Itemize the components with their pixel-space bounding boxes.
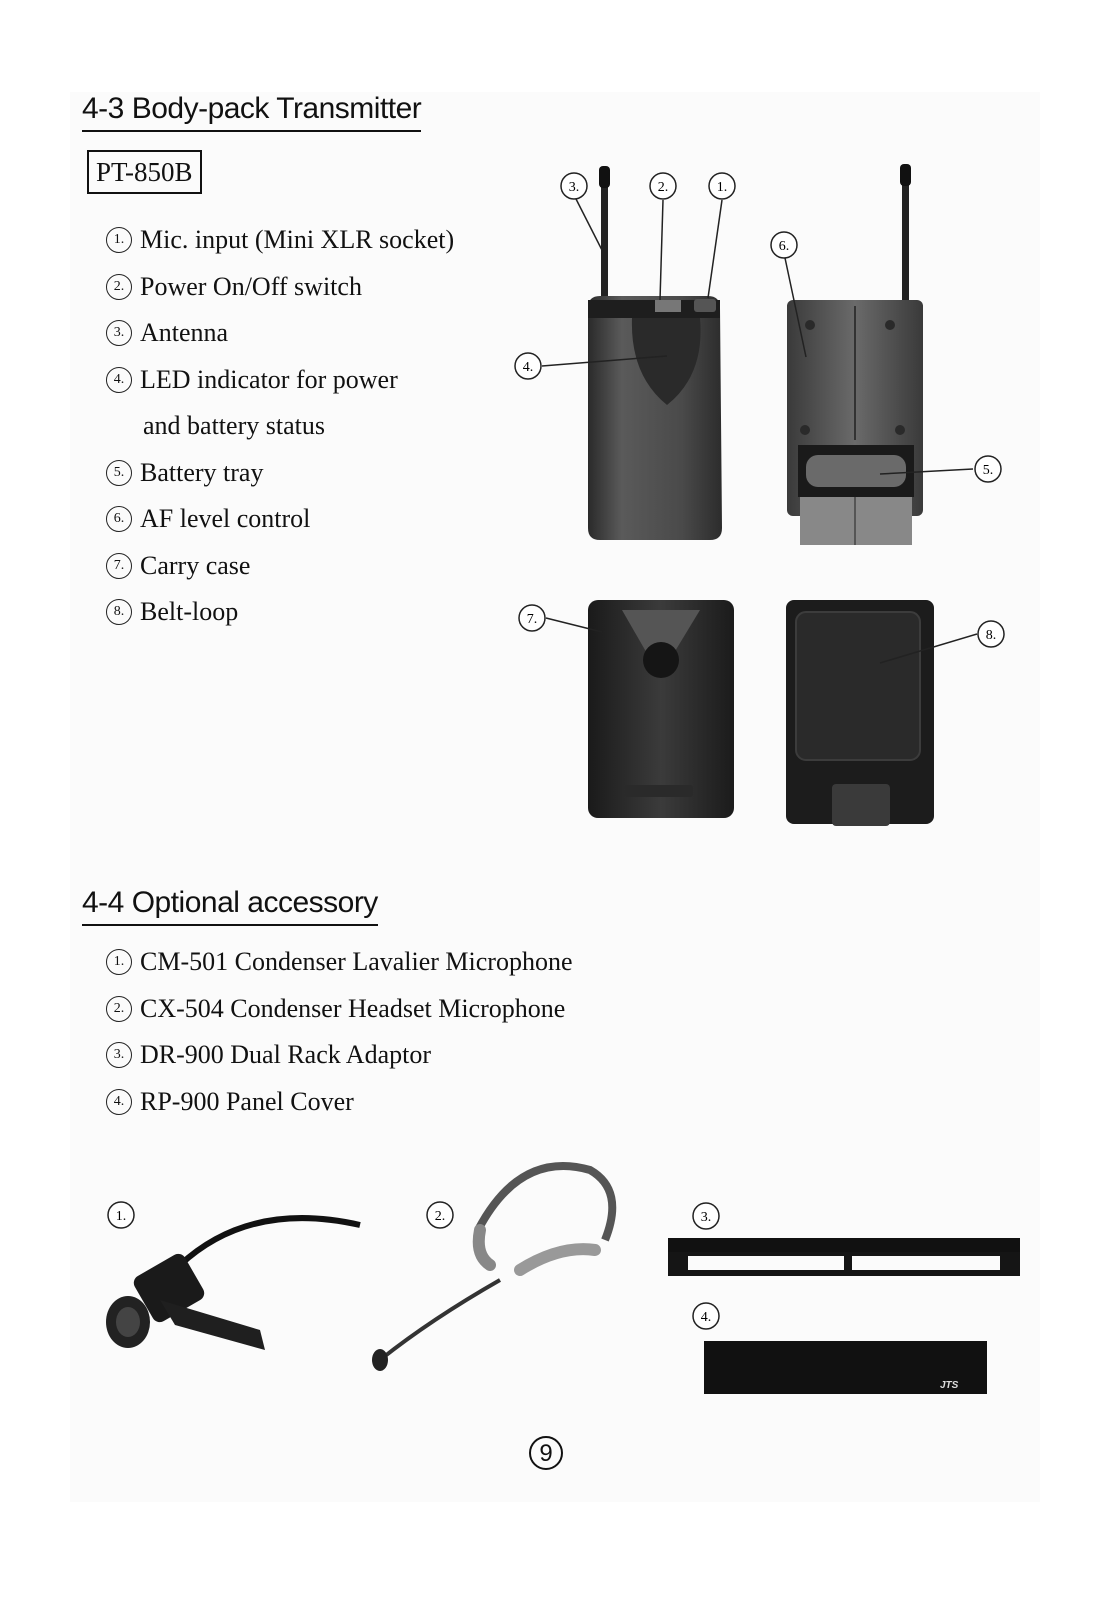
callout-1 [709, 173, 735, 199]
accessory-callout-2-text: 2. [434, 1209, 446, 1224]
item-text: CX-504 Condenser Headset Microphone [140, 993, 566, 1023]
callout-3-text: 3. [568, 180, 580, 195]
panel-cover-image [704, 1341, 987, 1394]
callout-4-text: 4. [522, 360, 534, 375]
item-number: 1. [106, 949, 132, 975]
item-number: 5. [106, 460, 132, 486]
item-text: Power On/Off switch [140, 271, 362, 301]
accessory-callout-3 [693, 1203, 719, 1229]
panel-brand-label: JTS [940, 1380, 959, 1391]
callout-4 [515, 353, 541, 379]
item-number: 6. [106, 506, 132, 532]
item-number: 3. [106, 1042, 132, 1068]
transmitter-front-image [588, 166, 722, 540]
callout-3 [561, 173, 587, 199]
lavalier-microphone-image [106, 1218, 360, 1350]
callout-5-text: 5. [982, 463, 994, 478]
accessory-callout-4-text: 4. [700, 1310, 712, 1325]
item-text: AF level control [140, 504, 311, 533]
item-number: 4. [106, 1089, 132, 1115]
item-number: 7. [106, 553, 132, 579]
carry-case-image [588, 600, 734, 818]
item-number: 8. [106, 599, 132, 625]
callout-1-text: 1. [716, 180, 728, 195]
item-text: Antenna [140, 318, 229, 347]
callout-5 [975, 456, 1001, 482]
item-number: 2. [106, 996, 132, 1022]
accessory-callout-1-text: 1. [115, 1209, 127, 1224]
callout-2-text: 2. [657, 180, 669, 195]
item-number: 4. [106, 367, 132, 393]
accessory-callout-4 [693, 1303, 719, 1329]
item-number: 2. [106, 274, 132, 300]
item-text: CM-501 Condenser Lavalier Microphone [140, 947, 573, 976]
belt-loop-image [786, 600, 934, 826]
callout-7-text: 7. [526, 612, 538, 627]
accessory-callout-3-text: 3. [700, 1210, 712, 1225]
item-text: RP-900 Panel Cover [140, 1086, 354, 1116]
dual-rack-adaptor-image [668, 1238, 1020, 1276]
callout-8-text: 8. [985, 628, 997, 643]
section-heading-transmitter: 4-3 Body-pack Transmitter [82, 92, 421, 132]
accessory-callout-2 [427, 1202, 453, 1228]
callout-2 [650, 173, 676, 199]
item-number: 1. [106, 227, 132, 253]
transmitter-back-image [787, 164, 923, 545]
item-text: and battery status [143, 411, 325, 440]
callout-6 [771, 232, 797, 258]
section-heading-accessory: 4-4 Optional accessory [82, 886, 378, 926]
model-label: PT-850B [87, 150, 202, 194]
callout-8 [978, 621, 1004, 647]
callout-6-text: 6. [778, 239, 790, 254]
item-text: Belt-loop [140, 597, 239, 626]
accessory-callout-1 [108, 1202, 134, 1228]
item-text: Mic. input (Mini XLR socket) [140, 225, 455, 254]
item-text: Battery tray [140, 457, 264, 487]
callout-7 [519, 605, 545, 631]
item-text: Carry case [140, 550, 251, 580]
item-text: DR-900 Dual Rack Adaptor [140, 1040, 432, 1069]
item-text: LED indicator for power [140, 364, 398, 394]
headset-microphone-image [372, 1166, 612, 1371]
page-number: 9 [529, 1436, 563, 1470]
item-number: 3. [106, 320, 132, 346]
